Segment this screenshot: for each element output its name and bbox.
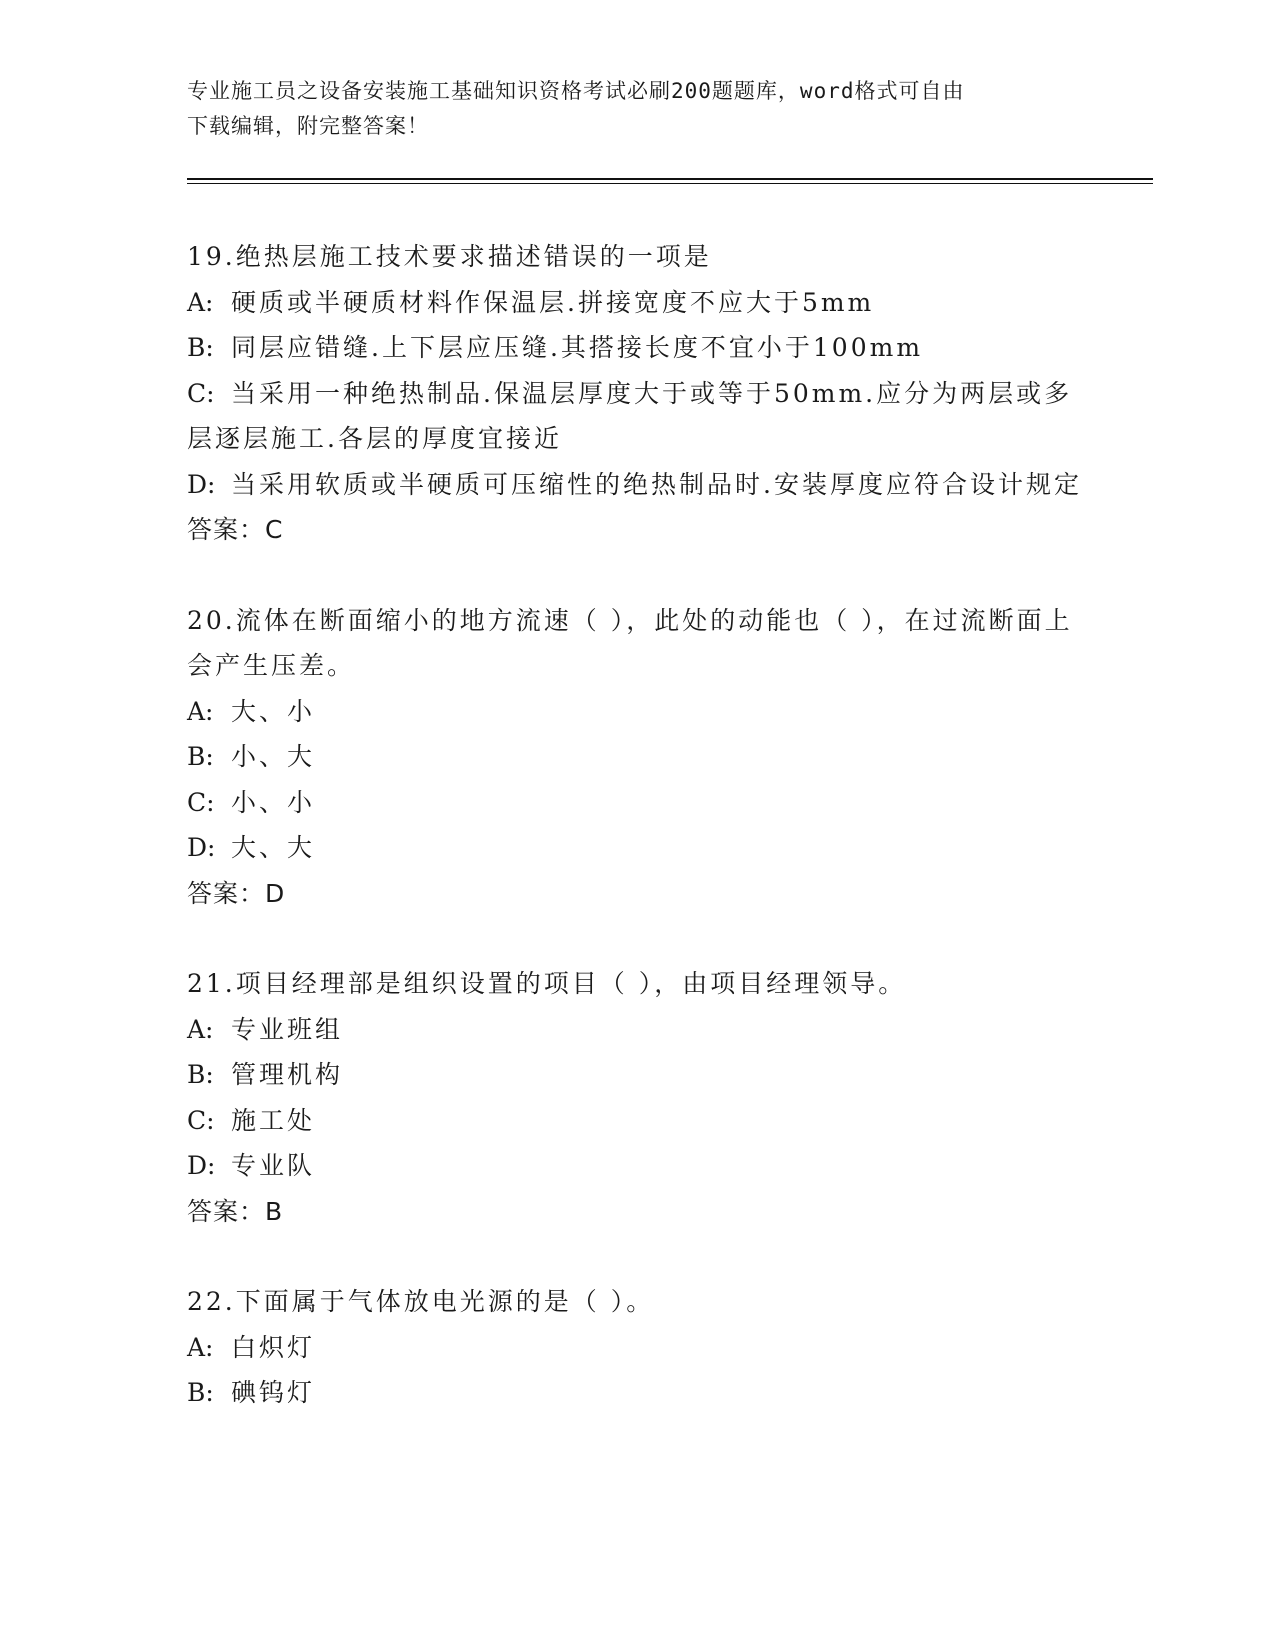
option-key: B: <box>187 1378 214 1407</box>
question-19 <box>187 234 1087 553</box>
option-key: C: <box>187 1105 215 1135</box>
option-key: A: <box>187 287 214 317</box>
option-text: 施工处 <box>231 1105 316 1135</box>
option-key: C: <box>187 378 215 408</box>
option-c <box>187 1098 1087 1144</box>
option-a <box>187 1325 1087 1371</box>
option-c <box>187 780 1087 826</box>
document-header <box>187 74 1077 144</box>
option-key: B: <box>187 742 214 771</box>
option-key: D: <box>187 1151 216 1180</box>
question-stem: 21.项目经理部是组织设置的项目（ ），由项目经理领导。 <box>187 969 907 998</box>
option-d <box>187 825 1087 871</box>
option-key: B: <box>187 333 214 362</box>
header-divider-thin <box>187 183 1153 184</box>
option-a <box>187 689 1087 735</box>
option-b <box>187 1370 1087 1416</box>
question-20 <box>187 598 1087 917</box>
option-text: 专业班组 <box>231 1014 344 1044</box>
option-text: 当采用一种绝热制品.保温层厚度大于或等于50mm.应分为两层或多层逐层施工.各层的厚度宜接近 <box>187 378 1073 453</box>
option-key: C: <box>187 787 215 817</box>
header-line-1: 专业施工员之设备安装施工基础知识资格考试必刷200题题库，word格式可自由 <box>187 79 965 103</box>
question-stem: 20.流体在断面缩小的地方流速（ ），此处的动能也（ ），在过流断面上会产生压差。 <box>187 605 1073 680</box>
answer-line: 答案：D <box>187 878 286 908</box>
option-text: 小、小 <box>231 787 316 817</box>
option-text: 小、大 <box>231 742 316 771</box>
option-a <box>187 280 1087 326</box>
question-stem: 22.下面属于气体放电光源的是（ ）。 <box>187 1287 655 1316</box>
header-divider-thick <box>187 178 1153 180</box>
question-22 <box>187 1279 1087 1416</box>
option-c <box>187 371 1087 462</box>
question-21 <box>187 961 1087 1234</box>
question-stem: 19.绝热层施工技术要求描述错误的一项是 <box>187 242 712 271</box>
option-text: 大、大 <box>231 833 316 862</box>
option-d <box>187 462 1087 508</box>
option-key: A: <box>187 696 214 726</box>
option-b <box>187 734 1087 780</box>
option-text: 当采用软质或半硬质可压缩性的绝热制品时.安装厚度应符合设计规定 <box>231 469 1082 499</box>
option-text: 碘钨灯 <box>231 1378 316 1407</box>
option-b <box>187 1052 1087 1098</box>
option-key: D: <box>187 469 216 499</box>
option-key: B: <box>187 1060 214 1089</box>
option-b <box>187 325 1087 371</box>
option-text: 白炽灯 <box>231 1332 316 1362</box>
option-text: 硬质或半硬质材料作保温层.拼接宽度不应大于5mm <box>231 287 875 317</box>
question-list <box>187 234 1087 1461</box>
answer-line: 答案：C <box>187 515 284 544</box>
option-d <box>187 1143 1087 1189</box>
header-line-2: 下载编辑，附完整答案！ <box>187 114 429 138</box>
option-text: 同层应错缝.上下层应压缝.其搭接长度不宜小于100mm <box>231 333 924 362</box>
option-a <box>187 1007 1087 1053</box>
option-text: 管理机构 <box>231 1060 344 1089</box>
option-key: A: <box>187 1332 214 1362</box>
option-key: A: <box>187 1014 214 1044</box>
answer-line: 答案：B <box>187 1196 284 1226</box>
option-text: 大、小 <box>231 696 316 726</box>
option-text: 专业队 <box>231 1151 316 1180</box>
option-key: D: <box>187 833 216 862</box>
